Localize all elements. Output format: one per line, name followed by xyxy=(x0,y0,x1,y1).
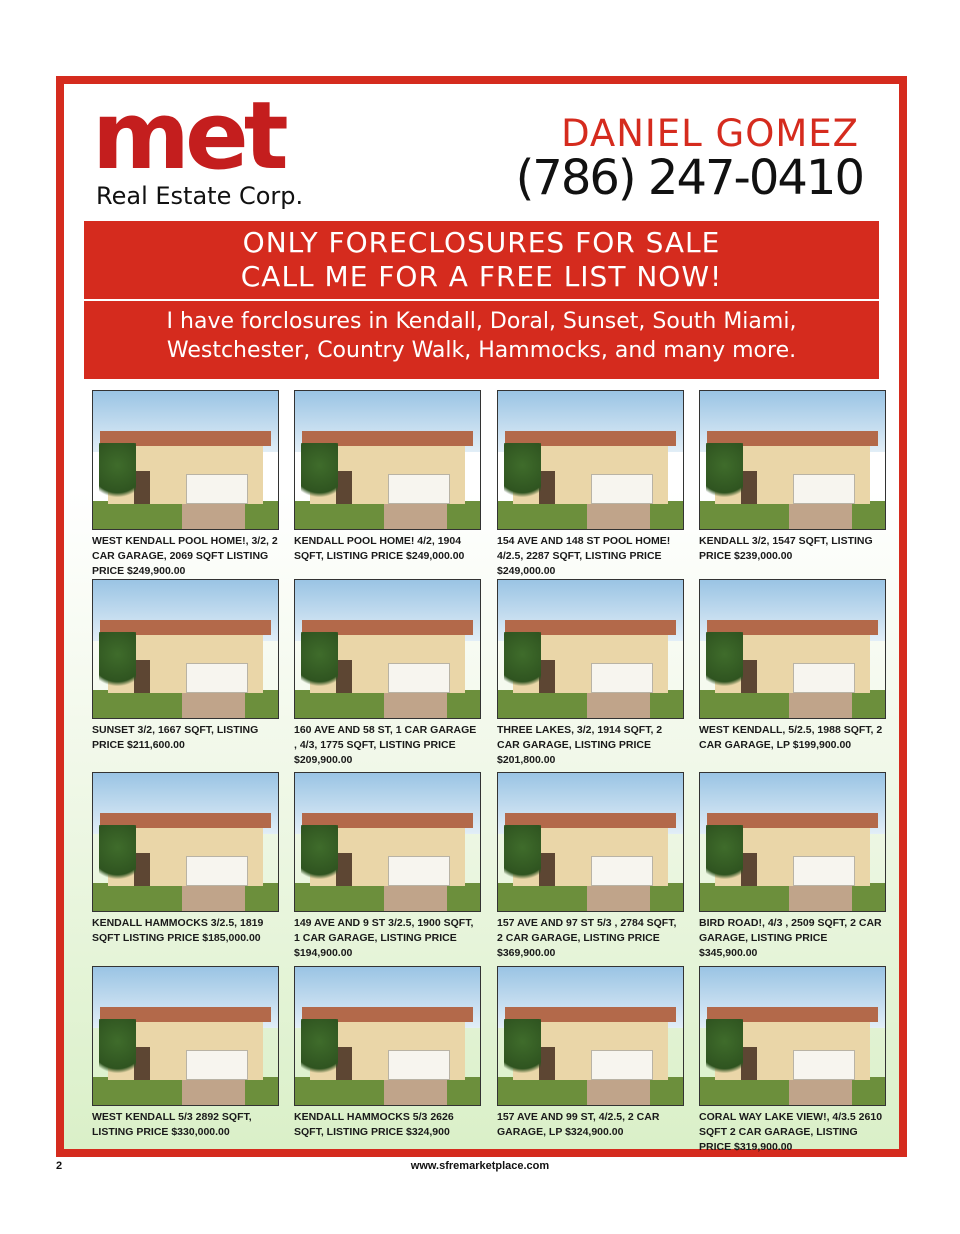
house-photo xyxy=(92,579,279,719)
agent-phone: (786) 247-0410 xyxy=(515,150,863,206)
listing-card xyxy=(294,579,481,768)
listing-caption: 157 AVE AND 99 ST, 4/2.5, 2 CAR GARAGE, LP $324,900.00 xyxy=(497,1111,660,1138)
listing-caption: BIRD ROAD!, 4/3 , 2509 SQFT, 2 CAR GARAGE, LISTING PRICE $345,900.00 xyxy=(699,917,882,959)
listing-card xyxy=(497,772,684,961)
listing-caption: KENDALL HAMMOCKS 5/3 2626 SQFT, LISTING PRICE $324,900 xyxy=(294,1111,454,1138)
house-photo xyxy=(497,772,684,912)
listing-card xyxy=(294,390,481,564)
listing-caption: KENDALL 3/2, 1547 SQFT, LISTING PRICE $239,000.00 xyxy=(699,535,873,562)
footer-url[interactable]: www.sfremarketplace.com xyxy=(410,1160,550,1172)
house-photo xyxy=(699,772,886,912)
listing-card xyxy=(497,966,684,1140)
house-photo xyxy=(294,966,481,1106)
banner-subline-2: Westchester, Country Walk, Hammocks, and many more. xyxy=(166,338,797,363)
listing-card xyxy=(699,772,886,961)
met-logo xyxy=(92,82,352,216)
listing-card xyxy=(92,390,279,579)
house-photo xyxy=(497,966,684,1106)
house-photo xyxy=(497,579,684,719)
listing-card xyxy=(497,390,684,579)
house-photo xyxy=(294,772,481,912)
listing-card xyxy=(92,966,279,1140)
promo-banner xyxy=(84,221,879,379)
banner-headline-1: ONLY FORECLOSURES FOR SALE xyxy=(242,226,721,259)
listing-caption: WEST KENDALL 5/3 2892 SQFT, LISTING PRICE $330,000.00 xyxy=(92,1111,252,1138)
listing-caption: WEST KENDALL POOL HOME!, 3/2, 2 CAR GARAGE, 2069 SQFT LISTING PRICE $249,900.00 xyxy=(92,535,278,577)
house-photo xyxy=(699,390,886,530)
listing-card xyxy=(92,579,279,753)
listing-caption: 149 AVE AND 9 ST 3/2.5, 1900 SQFT, 1 CAR GARAGE, LISTING PRICE $194,900.00 xyxy=(294,917,474,959)
house-photo xyxy=(92,966,279,1106)
page-number: 2 xyxy=(56,1160,63,1172)
listing-caption: WEST KENDALL, 5/2.5, 1988 SQFT, 2 CAR GARAGE, LP $199,900.00 xyxy=(699,724,883,751)
listing-card xyxy=(497,579,684,768)
listing-caption: 157 AVE AND 97 ST 5/3 , 2784 SQFT, 2 CAR GARAGE, LISTING PRICE $369,900.00 xyxy=(497,917,677,959)
listing-card xyxy=(294,772,481,961)
logo-wordmark: met xyxy=(92,82,284,191)
house-photo xyxy=(92,772,279,912)
house-photo xyxy=(699,966,886,1106)
listing-caption: CORAL WAY LAKE VIEW!, 4/3.5 2610 SQFT 2 CAR GARAGE, LISTING PRICE $319,900.00 xyxy=(699,1111,883,1153)
listing-card xyxy=(699,966,886,1155)
banner-subline-1: I have forclosures in Kendall, Doral, Sunset, South Miami, xyxy=(166,309,797,334)
agent-name: DANIEL GOMEZ xyxy=(561,112,859,155)
listing-card xyxy=(294,966,481,1140)
listing-caption: 160 AVE AND 58 ST, 1 CAR GARAGE , 4/3, 1775 SQFT, LISTING PRICE $209,900.00 xyxy=(294,724,477,766)
listing-caption: 154 AVE AND 148 ST POOL HOME! 4/2.5, 2287 SQFT, LISTING PRICE $249,000.00 xyxy=(497,535,671,577)
advertisement xyxy=(56,76,907,1157)
house-photo xyxy=(699,579,886,719)
listing-card xyxy=(92,772,279,946)
logo-subtitle: Real Estate Corp. xyxy=(96,182,304,210)
listing-caption: KENDALL HAMMOCKS 3/2.5, 1819 SQFT LISTING PRICE $185,000.00 xyxy=(92,917,264,944)
listing-card xyxy=(699,390,886,564)
banner-divider xyxy=(84,299,879,301)
house-photo xyxy=(92,390,279,530)
house-photo xyxy=(497,390,684,530)
house-photo xyxy=(294,579,481,719)
house-photo xyxy=(294,390,481,530)
listing-caption: KENDALL POOL HOME! 4/2, 1904 SQFT, LISTING PRICE $249,000.00 xyxy=(294,535,465,562)
listing-caption: SUNSET 3/2, 1667 SQFT, LISTING PRICE $211,600.00 xyxy=(92,724,259,751)
listing-caption: THREE LAKES, 3/2, 1914 SQFT, 2 CAR GARAGE, LISTING PRICE $201,800.00 xyxy=(497,724,663,766)
listing-card xyxy=(699,579,886,753)
banner-headline-2: CALL ME FOR A FREE LIST NOW! xyxy=(240,260,723,293)
